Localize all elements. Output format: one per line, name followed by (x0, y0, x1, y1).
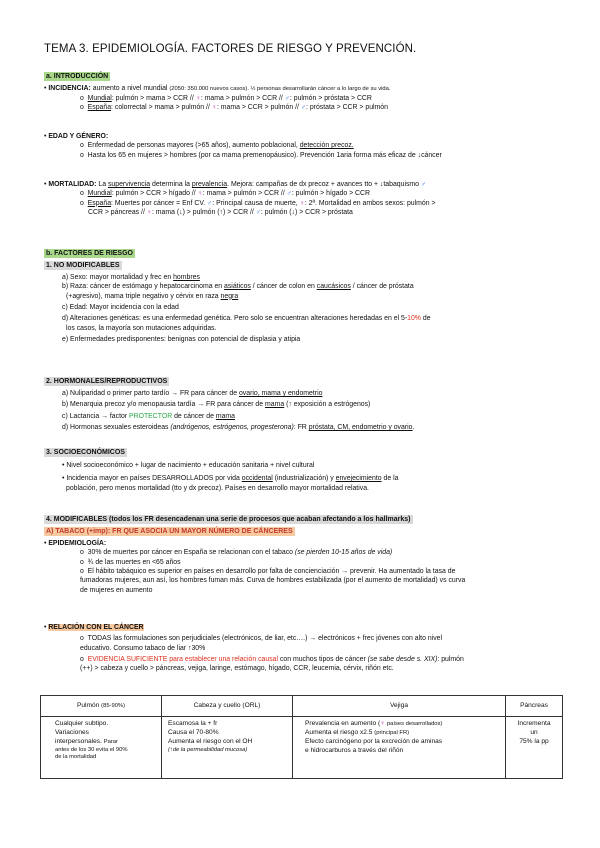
incidencia-note: (2050: 350.000 nuevos casos). ½ personas desarrollarán cáncer a lo largo de su vida. (169, 86, 391, 92)
socioeconomicos-block: • Nivel socioeconómico + lugar de nacimiento + educación sanitaria + nivel cultural • Incidencia mayor en países DESARROLLADOS por vida occidental (industrialización) y envejecimiento de la población, pero menos mortalidad (tto y dx precoz). Países en desarrollo mayor mortalidad relativa. (62, 462, 399, 492)
socio-l2-c: (industrialización) y (274, 475, 334, 483)
epi-1-b: (se pierden 10-15 años de vida) (294, 549, 393, 557)
mort-espana-d: CCR > páncreas // (88, 208, 145, 216)
nomod-a-1: a) Sexo: mayor mortalidad y frec en (62, 274, 172, 281)
nomod-c: c) Edad: Mayor incidencia con la edad (62, 303, 179, 311)
female-icon: ♀ (380, 720, 386, 727)
rel-2-c: (se sabe desde s. XIX) (367, 655, 438, 663)
no-modificables-block (44, 273, 564, 344)
page-title: TEMA 3. EPIDEMIOLOGÍA. FACTORES DE RIESGO Y PREVENCIÓN. (44, 43, 417, 55)
table-header-row (41, 696, 563, 717)
nomod-b-3: / cáncer de colon en (252, 283, 315, 291)
mundial-male-ranking-2: : pulmón > próstata > CCR (289, 94, 372, 102)
horm-c-2: PROTECTOR (129, 412, 173, 420)
relacion-label: RELACIÓN CON EL CÁNCER (48, 624, 144, 631)
mortalidad-text-e: . Mejora: campañas de dx precoz + avances tto + ↓tabaquismo (227, 181, 420, 188)
pulmon-l2: Variaciones (55, 728, 89, 736)
female-icon: ♀ (195, 94, 201, 102)
socio-l2-b: occidental (241, 475, 273, 483)
male-icon: ♂ (255, 208, 261, 216)
mundial-female-ranking: : mama > pulmón > CCR // (200, 94, 283, 102)
espana-general: : colorrectal > mama > pulmón // (111, 104, 210, 112)
epidemiologia-block: • EPIDEMIOLOGÍA: o 30% de muertes por cáncer en España se relacionan con el tabaco (se pierden 10-15 años de vida) o ¾ de las muertes en <65 años o El hábito tabáquico es superior en países en desarrollo por falta de concienciación → prevenir. Ha aumentado la tasa de fumadoras mujeres, aun así, los hombres fuman más. Curva de hombres estabilizada (por el aumento de mortalidad) vs curva de mujeres en aumento (44, 540, 466, 594)
epi-3-b: fumadoras mujeres, aun así, los hombres fuman más. Curva de hombres estabilizada (por el aumento de mortalidad) vs curva (80, 577, 466, 585)
mortalidad-block: • MORTALIDAD: La supervivencia determina la prevalencia. Mejora: campañas de dx precoz + avances tto + ↓tabaquismo ♂ o Mundial: pulmón > CCR > hígado // ♀: mama > pulmón > CCR // ♂: pulmón > hígado > CCR o España: Muertes por cáncer = Enf CV. ♂: Principal causa de muerte, ♀: 2ª. Mortalidad en ambos sexos: pulmón > CCR > páncreas // ♀: mama (↓) > pulmón (↑) > CCR // ♂: pulmón (↓) > CCR > próstata (44, 181, 436, 216)
hormonales-heading: 2. HORMONALES/REPRODUCTIVOS (46, 378, 168, 385)
female-icon: ♀ (299, 199, 305, 207)
espana-female: : mama > CCR > pulmón // (216, 104, 299, 112)
cabeza-l4: (↑de la permeabilidad mucosa) (168, 746, 248, 753)
pulmon-l5: antes de los 30 evita el 90% (55, 746, 128, 753)
vejiga-l1-b: países desarrollados) (386, 721, 443, 727)
col-pulmon-pct: (85-90%) (101, 702, 126, 709)
horm-a-2: ovario, mama y endometrio (238, 390, 323, 397)
female-icon: ♀ (146, 208, 152, 216)
nomod-b-5: / cáncer de próstata (352, 283, 414, 291)
cabeza-l1: Escamosa la + fr (168, 720, 218, 727)
incidencia-block: • INCIDENCIA: aumento a nivel mundial (2050: 350.000 nuevos casos). ½ personas desarrollarán cáncer a lo largo de su vida. o Mundial: pulmón > mama > CCR // ♀: mama > pulmón > CCR // ♂: pulmón > próstata > CCR o España: colorrectal > mama > pulmón // ♀: mama > CCR > pulmón // ♂: próstata > CCR > pulmón (44, 85, 391, 112)
epi-label: EPIDEMIOLOGÍA: (48, 540, 107, 547)
nomod-e: e) Enfermedades predisponentes: benignas con potencial de displasia y atipia (62, 335, 301, 343)
edad-line-2: Hasta los 65 en mujeres > hombres (por ca mama premenopáusico). Prevención 1aria forma más eficaz de ↓cáncer (87, 151, 442, 159)
horm-b-3: (↑ exposición a estrógenos) (286, 401, 371, 409)
nomod-d-2: 10% (407, 315, 421, 323)
vejiga-l4: e hidrocarburos a través del riñón (305, 746, 404, 754)
espana-label: España (87, 104, 112, 112)
rel-2-a: EVIDENCIA SUFICIENTE para establecer una relación causal (87, 655, 279, 663)
vejiga-l2-a: Aumenta el riesgo x2.5 (305, 728, 373, 736)
cell-pancreas (506, 717, 563, 779)
horm-c-4: mama (215, 412, 236, 420)
mundial-male-ranking: : pulmón > mama > CCR // (111, 94, 194, 102)
cabeza-l2: Causa el 70-80% (168, 728, 219, 736)
cabeza-l3: Aumenta el riesgo con el OH (168, 737, 253, 745)
epi-3-c: de mujeres en aumento (80, 586, 153, 594)
tabaco-heading: A) TABACO (+imp): FR QUE ASOCIA UN MAYOR NÚMERO DE CÁNCERES (46, 528, 293, 535)
cell-vejiga (293, 717, 506, 779)
col-pulmon-label: Pulmón (76, 701, 100, 709)
nomod-b-4: caucásicos (316, 283, 351, 291)
mortalidad-text-c: determina la (152, 181, 190, 188)
table-row (41, 717, 563, 779)
male-icon: ♂ (286, 190, 292, 198)
nomod-d-3: de (422, 315, 431, 323)
incidencia-text: aumento a nivel mundial (92, 85, 168, 92)
col-vejiga: Vejiga (293, 696, 506, 717)
modificables-heading: 4. MODIFICABLES (todos los FR desencadenan una serie de procesos que acaban afectando a los hallmarks) (46, 516, 411, 523)
rel-1-a: TODAS las formulaciones son perjudiciales (electrónicos, de liar, etc….) → electrónicos + frec jóvenes con alto nivel (87, 635, 442, 643)
male-icon: ♂ (207, 199, 213, 207)
col-cabeza: Cabeza y cuello (ORL) (162, 696, 293, 717)
espana-male: : próstata > CCR > pulmón (306, 104, 388, 112)
mort-mundial-label: Mundial (87, 190, 112, 198)
incidencia-label: INCIDENCIA: (48, 85, 91, 92)
mort-espana-c: : 2ª. Mortalidad en ambos sexos: pulmón > (304, 199, 436, 207)
section-a-heading: a. INTRODUCCIÓN (46, 73, 109, 80)
horm-a-1: a) Nuliparidad o primer parto tardío → FR para cáncer de (62, 390, 238, 397)
pancreas-l1: Incrementa (517, 720, 551, 727)
mundial-label: Mundial (87, 94, 112, 102)
socio-l3: población, pero menos mortalidad (tto y dx precoz). Países en desarrollo mayor mortalidad relativa. (66, 484, 369, 492)
pulmon-l6: de la mortalidad (55, 754, 97, 761)
nomod-d-4: los casos, la mayoría son mutaciones adquiridas. (66, 324, 217, 332)
horm-d-2: (andrógenos, estrógenos, progesterona) (170, 423, 294, 431)
socio-l2-d: envejecimiento (335, 475, 382, 483)
col-pulmon (41, 696, 162, 717)
edad-block: • EDAD Y GÉNERO: o Enfermedad de personas mayores (>65 años), aumento poblacional, detección precoz. o Hasta los 65 en mujeres > hombres (por ca mama premenopáusico). Prevención 1aria forma más eficaz de ↓cáncer (44, 133, 442, 159)
cancer-sites-table (40, 695, 563, 779)
edad-line-1-underline: detección precoz. (299, 142, 354, 150)
socioeconomicos-heading: 3. SOCIOECONÓMICOS (46, 449, 125, 456)
rel-2-d: : pulmón (437, 655, 464, 663)
vejiga-l3: Efecto carcinógeno por la excreción de aminas (305, 737, 443, 745)
horm-c-3: de cáncer de (174, 412, 214, 420)
mort-espana-e: : mama (↓) > pulmón (↑) > CCR // (151, 208, 254, 216)
epi-2: ¾ de las muertes en <65 años (87, 558, 181, 566)
male-icon: ♂ (300, 104, 306, 112)
horm-b-1: b) Menarquia precoz y/o menopausia tardía → FR para cáncer de (62, 401, 264, 409)
horm-d-1: d) Hormonas sexuales esteroideas (62, 423, 169, 431)
nomod-b-7: negra (220, 292, 239, 300)
female-icon: ♀ (197, 190, 203, 198)
socio-l2-e: de la (383, 475, 399, 483)
mortalidad-supervivencia: supervivencia (107, 181, 151, 188)
vejiga-l1-a: Prevalencia en aumento ( (305, 720, 381, 727)
horm-c-1: c) Lactancia → factor (62, 412, 128, 420)
relacion-block: • RELACIÓN CON EL CÁNCER o TODAS las formulaciones son perjudiciales (electrónicos, de liar, etc….) → electrónicos + frec jóvenes con alto nivel educativo. Consumo tabaco de liar ↑30% o EVIDENCIA SUFICIENTE para establecer una relación causal con muchos tipos de cáncer (se sabe desde s. XIX): pulmón (++) > cabeza y cuello > páncreas, vejiga, laringe, estómago, hígado, CCR, leucemia, cérvix, riñón etc. (44, 624, 464, 673)
mort-espana-f: : pulmón (↓) > CCR > próstata (260, 208, 353, 216)
mort-mundial-c: : pulmón > hígado > CCR (291, 190, 370, 198)
mort-espana-a: : Muertes por cáncer = Enf CV. (111, 199, 206, 207)
male-icon: ♂ (420, 181, 427, 188)
socio-l1: Nivel socioeconómico + lugar de nacimiento + educación sanitaria + nivel cultural (66, 462, 315, 469)
section-b-heading: b. FACTORES DE RIESGO (46, 250, 133, 257)
col-pancreas: Páncreas (506, 696, 563, 717)
horm-d-3: : FR (293, 423, 307, 431)
pancreas-l3: 75% la pp (519, 737, 549, 745)
nomod-b-2: asiáticos (224, 283, 251, 291)
mortalidad-label: MORTALIDAD: (48, 181, 97, 188)
nomod-a-2: hombres (173, 274, 200, 281)
hormonales-block (44, 389, 564, 432)
mort-mundial-b: : mama > pulmón > CCR // (202, 190, 285, 198)
horm-d-4: próstata, CM, endometrio y ovario (308, 423, 413, 431)
no-modificables-heading: 1. NO MODIFICABLES (46, 262, 120, 269)
rel-1-b: educativo. Consumo tabaco de liar ↑30% (80, 644, 206, 652)
pulmon-l1: Cualquier subtipo. (55, 720, 109, 727)
nomod-b-1: b) Raza: cáncer de estómago y hepatocarcinoma en (62, 283, 223, 291)
epi-3-a: El hábito tabáquico es superior en países en desarrollo por falta de concienciación → prevenir. Ha aumentado la tasa de (87, 567, 456, 575)
male-icon: ♂ (284, 94, 290, 102)
cell-pulmon (41, 717, 162, 779)
pancreas-l2: un (530, 728, 538, 736)
vejiga-l2-b: (principal FR) (374, 729, 410, 736)
edad-line-1: Enfermedad de personas mayores (>65 años), aumento poblacional, (87, 142, 298, 150)
rel-2-e: (++) > cabeza y cuello > páncreas, vejiga, laringe, estómago, hígado, CCR, leucemia, cérvix, riñón etc. (80, 665, 394, 673)
mort-mundial-a: : pulmón > CCR > hígado // (111, 190, 196, 198)
socio-l2-a: Incidencia mayor en países DESARROLLADOS por vida (66, 475, 240, 483)
epi-1-a: 30% de muertes por cáncer en España se relacionan con el tabaco (87, 549, 293, 557)
horm-b-2: mama (265, 401, 285, 409)
pulmon-l4: Parar (103, 738, 118, 745)
nomod-b-6: (+agresivo), mama triple negativo y cérvix en raza (66, 292, 219, 300)
mort-espana-label: España (87, 199, 112, 207)
pulmon-l3: interpersonales. (55, 737, 102, 745)
mortalidad-text-a: La (98, 181, 107, 188)
cell-cabeza (162, 717, 293, 779)
mort-espana-b: : Principal causa de muerte, (212, 199, 298, 207)
horm-d-5: . (412, 423, 415, 431)
female-icon: ♀ (211, 104, 217, 112)
mortalidad-prevalencia: prevalencia (191, 181, 228, 188)
nomod-d-1: d) Alteraciones genéticas: es una enfermedad genética. Pero solo se encuentran alteraciones heredadas en el 5- (62, 315, 408, 323)
edad-label: EDAD Y GÉNERO: (48, 133, 109, 140)
rel-2-b: con muchos tipos de cáncer (279, 655, 366, 663)
